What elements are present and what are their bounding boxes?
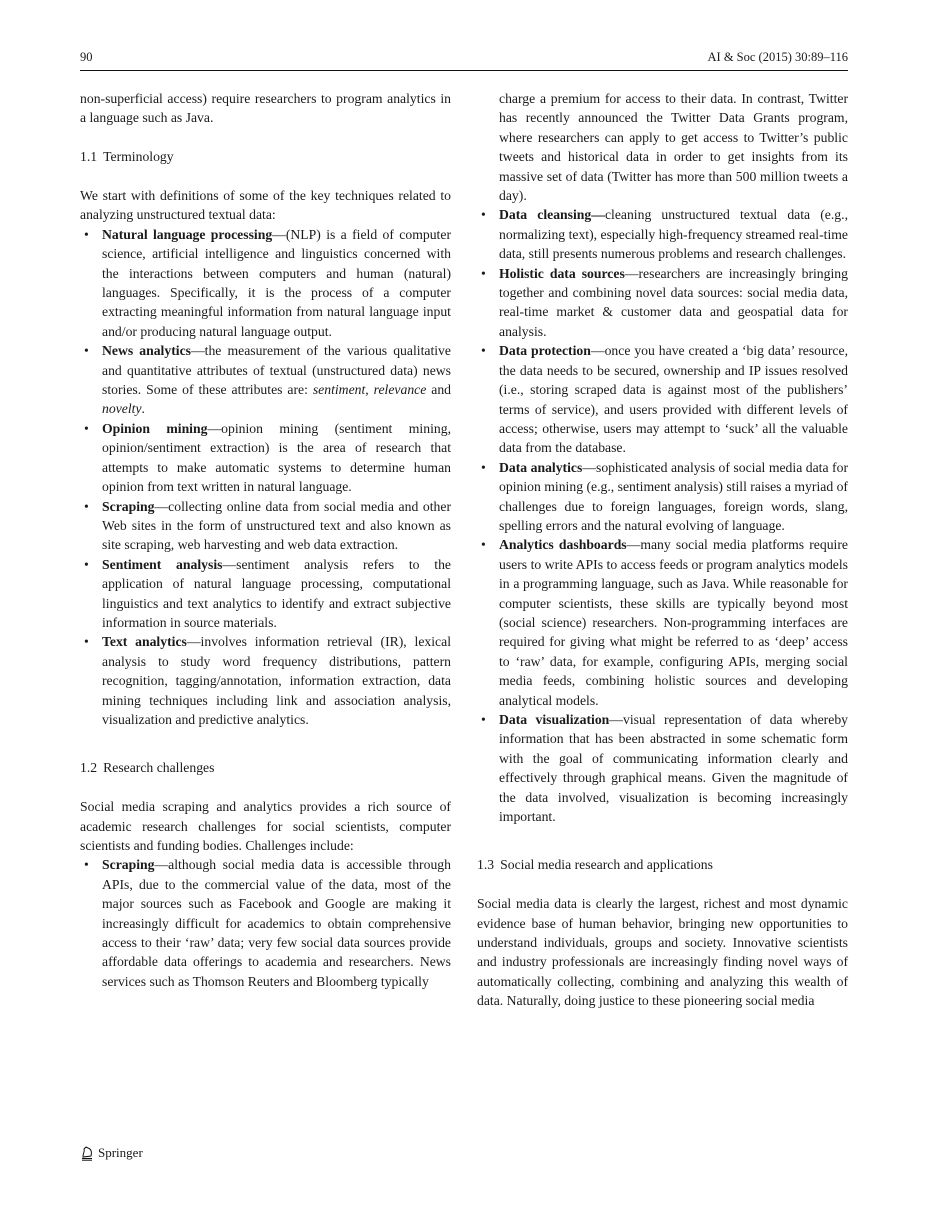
social-media-paragraph: Social media data is clearly the largest, richest and most dynamic evidence base of human behavior, bringing new opportunities to understand individuals, groups and society. Innovative scientists and industry professionals are increasingly finding novel ways of automatically collecting, combining and analyzing this wealth of data. Naturally, doing justice to these pioneering social media [477, 896, 848, 1009]
separator: and [426, 382, 452, 398]
definition: —the measurement of the various qualitative and quantitative attributes of textual (unstructured data) news stories. Some of these attributes are: [102, 343, 451, 398]
section-number: 1.2 [80, 760, 98, 776]
term: Data visualization [499, 712, 610, 727]
bullet-icon: • [84, 498, 89, 514]
left-column [80, 89, 451, 991]
list-item [477, 458, 848, 536]
springer-knight-icon [80, 1145, 94, 1161]
publisher-name: Springer [98, 1145, 143, 1160]
section-title: Terminology [103, 149, 174, 165]
list-item [80, 632, 451, 729]
bullet-icon: • [481, 537, 486, 553]
emphasis: sentiment [312, 382, 366, 398]
definition: —collecting online data from social media and other Web sites in the form of unstructured text and also known as site scraping, web harvesting and web data extraction. [102, 498, 451, 553]
header-rule [80, 70, 848, 71]
bullet-icon: • [84, 226, 89, 242]
list-item [477, 710, 848, 826]
section-heading-research-challenges [80, 758, 451, 777]
list-item [80, 225, 451, 341]
emphasis: novelty [102, 401, 142, 417]
definition: —opinion mining (sentiment mining, opinion/sentiment extraction) is the area of research that attempts to make automatic systems to determine human opinion from text written in natural language. [102, 420, 451, 495]
journal-citation: AI & Soc (2015) 30:89–116 [707, 50, 848, 64]
term: News analytics [102, 343, 191, 359]
running-header [80, 50, 848, 70]
bullet-icon: • [481, 265, 486, 281]
list-item [477, 264, 848, 342]
term: Holistic data sources [499, 265, 625, 281]
right-column [477, 89, 848, 1011]
challenges-list-start [80, 855, 451, 991]
separator: . [141, 401, 145, 417]
continued-item-text: charge a premium for access to their data. In contrast, Twitter has recently announced the Twitter Data Grants program, where researchers can apply to get access to Twitter’s public tweets and historical data in order to get insights from its massive set of data (Twitter has more than 500 million tweets a day). [499, 91, 848, 204]
term: Data analytics [499, 459, 583, 475]
list-item [80, 419, 451, 497]
definition: —many social media platforms require users to write APIs to access feeds or program analytics models in a programming language, such as Java. While reasonable for computer scientists, these skills are typically beyond most (social science) researchers. Non-programming interfaces are required for giving what might be referred to as ‘deep’ access to ‘raw’ data, for example, configuring APIs, merging social media feeds, combining holistic sources and developing analytical models. [499, 537, 848, 708]
terminology-paragraph: We start with definitions of some of the key techniques related to analyzing unstructured textual data: [80, 188, 451, 223]
list-item [477, 341, 848, 457]
bullet-icon: • [84, 634, 89, 650]
list-item [80, 855, 451, 991]
bullet-icon: • [84, 420, 89, 436]
term: Text analytics [102, 634, 187, 650]
term: Data cleansing— [499, 207, 605, 223]
definition: cleaning unstructured textual data (e.g., normalizing text), especially high-frequency streamed real-time data, still presents numerous problems and research challenges. [499, 207, 848, 262]
bullet-icon: • [481, 207, 486, 223]
publisher-footer [80, 1145, 143, 1161]
list-item [477, 205, 848, 263]
challenges-paragraph: Social media scraping and analytics provides a rich source of academic research challenges for social scientists, computer scientists and funding bodies. Challenges include: [80, 799, 451, 853]
term: Scraping [102, 857, 155, 873]
section-title: Social media research and applications [500, 857, 713, 873]
definition: —involves information retrieval (IR), lexical analysis to study word frequency distributions, pattern recognition, tagging/annotation, information extraction, data mining techniques including link and association analysis, visualization and predictive analytics. [102, 634, 451, 727]
term: Natural language processing [102, 226, 273, 242]
section-title: Research challenges [103, 760, 215, 776]
term: Scraping [102, 498, 155, 514]
emphasis: relevance [373, 382, 427, 398]
definition: —sophisticated analysis of social media data for opinion mining (e.g., sentiment analysis) still raises a myriad of challenges due to foreign languages, foreign words, slang, spelling errors and the natural evolving of language. [499, 459, 848, 533]
terminology-list [80, 225, 451, 730]
bullet-icon: • [84, 343, 89, 359]
definition: —(NLP) is a field of computer science, artificial intelligence and linguistics concerned with the interactions between computers and human (natural) languages. Specifically, it is the process of a computer extracting meaningful information from natural language input and/or producing natural language output. [102, 226, 451, 339]
separator: , [365, 382, 374, 398]
page-number: 90 [80, 50, 93, 64]
definition: —researchers are increasingly bringing together and combining novel data sources: social media data, real-time market & customer data and geospatial data for analysis. [499, 265, 848, 339]
term: Data protection [499, 343, 591, 359]
list-item [80, 555, 451, 633]
section-number: 1.3 [477, 857, 495, 873]
bullet-icon: • [481, 343, 486, 359]
challenges-list [477, 205, 848, 826]
bullet-icon: • [84, 857, 89, 873]
intro-paragraph: non-superficial access) require researchers to program analytics in a language such as Java. [80, 91, 451, 126]
section-heading-terminology [80, 147, 451, 166]
section-heading-social-media-research [477, 855, 848, 874]
term: Opinion mining [102, 420, 208, 436]
term: Analytics dashboards [499, 537, 627, 553]
definition: —although social media data is accessible through APIs, due to the commercial value of the data, most of the major sources such as Facebook and Google are making it increasingly difficult for academics to obtain comprehensive access to their ‘raw’ data; very few social data sources provide affordable data offerings to academia and researchers. News services such as Thomson Reuters and Bloomberg typically [102, 857, 451, 989]
definition: —once you have created a ‘big data’ resource, the data needs to be secured, ownership and IP issues resolved (i.e., storing scraped data is against most of the publishers’ terms of service), and users provided with different levels of access; otherwise, users may attempt to ‘suck’ all the valuable data from the database. [499, 343, 848, 456]
list-item [477, 535, 848, 710]
definition: —visual representation of data whereby information that has been abstracted in some schematic form with the goal of communicating information clearly and effectively through graphical means. Given the magnitude of the data involved, visualization is becoming increasingly important. [499, 712, 849, 825]
bullet-icon: • [481, 712, 486, 727]
section-number: 1.1 [80, 149, 98, 165]
term: Sentiment analysis [102, 556, 223, 572]
bullet-icon: • [84, 556, 89, 572]
list-item [80, 341, 451, 419]
definition: —sentiment analysis refers to the application of natural language processing, computational linguistics and text analytics to identify and extract subjective information in source materials. [102, 556, 451, 630]
list-item [80, 497, 451, 555]
bullet-icon: • [481, 459, 486, 475]
